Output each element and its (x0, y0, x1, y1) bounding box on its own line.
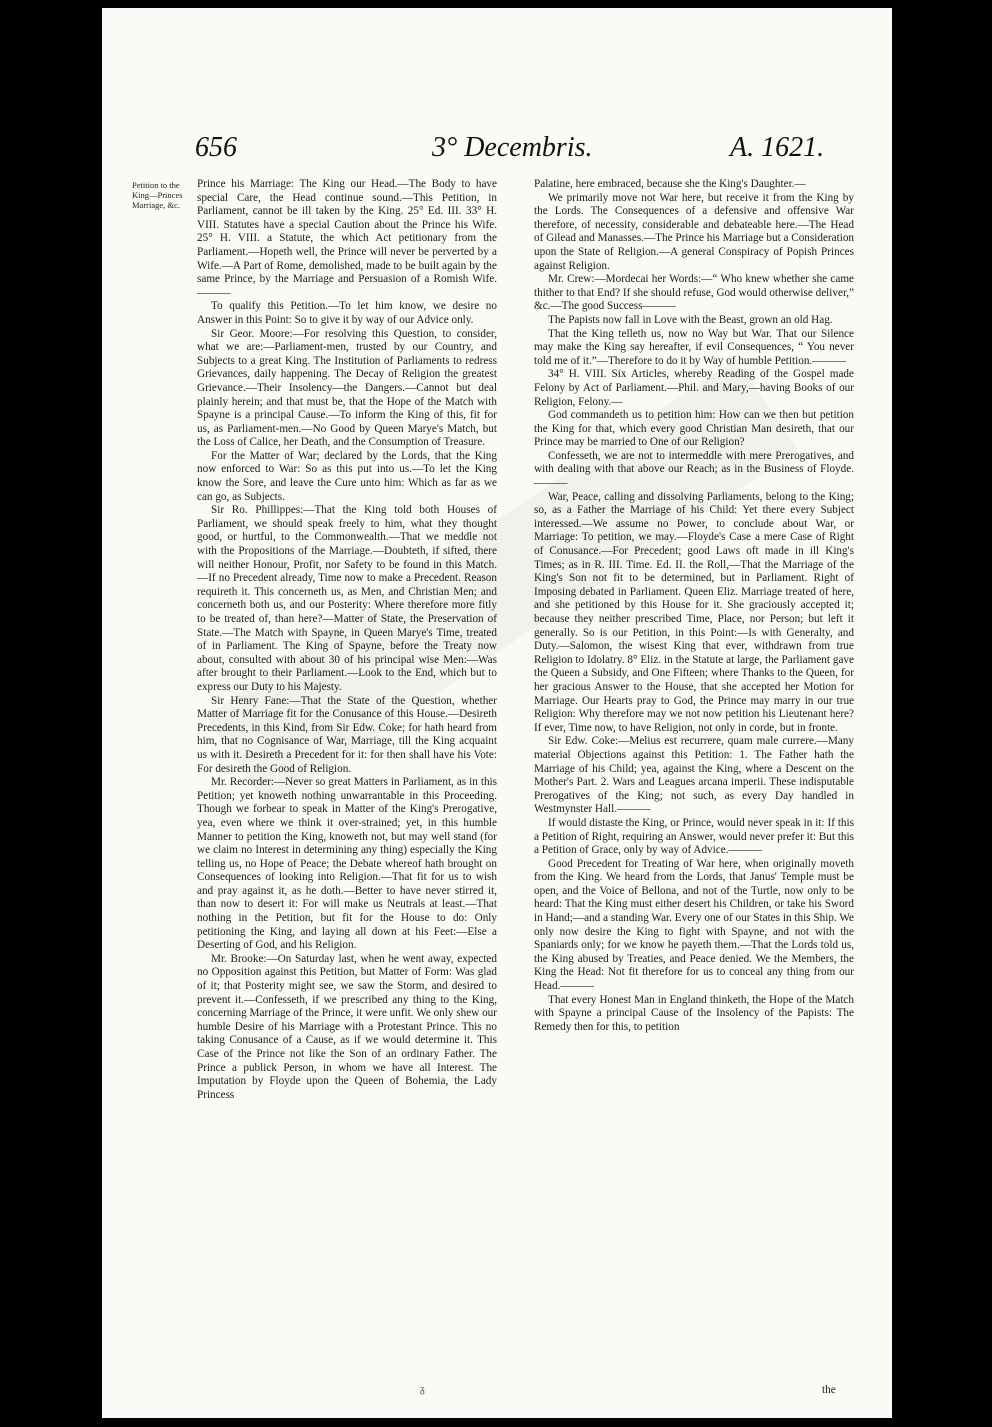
margin-note: Petition to the King—Princes Marriage, &c. (132, 180, 183, 210)
paragraph: Sir Edw. Coke:—Melius est recurrere, quam male currere.—Many material Objections against this Petition: 1. The Father hath the Marriage of his Child; yea, against the King, where a Descent on the Mother's Part. 2. Wars and Leagues arcana imperii. These indisputable Prerogatives of the King; not such, as every Day handled in Westmynster Hall.——— (534, 735, 854, 816)
running-head-year: A. 1621. (730, 132, 825, 163)
paragraph: Sir Geor. Moore:—For resolving this Question, to consider, what we are:—Parliament-men, trusted by our Country, and Subjects to a great King. The Institution of Parliaments to redress Grievances, daily happening. The Decay of Religion the greatest Grievance.—Their Insolency—the Dangers.—Cannot but deal plainly herein; and that must be, that the Hope of the Match with Spayne is a principal Cause.—To inform the King of this, fit for us, as Parliament-men.—No Good by Queen Marye's Match, but the Loss of Calice, her Death, and the Consumption of Treasure. (197, 327, 497, 449)
paragraph: War, Peace, calling and dissolving Parliaments, belong to the King; so, as a Father the Marriage of his Child: Yet there every Subject interessed.—We assume no Power, to conclude about War, or Marriage: To petition, we may.—Floyde's Case a mere Case of Right of Conusance.—For Precedent; good Laws oft made in ill King's Times; as in R. III. Time. Ed. II. the Roll,—That the Marriage of the King's Son not fit to be determined, but in Parliament. Right of Imposing debated in Parliament. Queen Eliz. Marriage treated of here, and she petitioned by this House for it. She graciously accepted it; because they neither prescribed Time, Place, nor Person; but left it generally. So is our Petition, in this Point:—Is with Generalty, and Duty.—Salomon, the wisest King that ever, withdrawn from true Religion to Idolatry. 8° Eliz. in the Statute at large, the Parliament gave the Queen a Subsidy, and One Fifteen; where Thanks to the Queen, for her gracious Answer to the House, that she accepted her Motion for Marriage. Our Hearts pray to God, the Prince may marry in our true Religion: Why therefore may we not now petition his Lieutenant here? If ever, Time now, to have Religion, not only in corde, but in fronte. (534, 490, 854, 734)
right-column (534, 178, 854, 1034)
page-header (102, 128, 892, 178)
paragraph: Mr. Recorder:—Never so great Matters in Parliament, as in this Petition; yet knoweth nothing unwarrantable in this Proceeding. Though we forbear to speak in Matter of the King's Prerogative, yea, even where we think it over-strained; yet, in this humble Manner to petition the King, knoweth not, but may well stand (for we claim no Interest in determining any thing) especially the King telling us, no Hope of Peace; the Debate whereof hath brought on Consequences of looking into Religion.—That fit for us to wish and pray against it, as he doth.—Better to have never stirred it, than now to desert it: For will make us Neutrals at least.—That nothing in the Petition, but fit for the House to do: Only petitioning the King, and laying all down at his Feet:—Else a Deserting of God, and his Religion. (197, 776, 497, 952)
page-number: 656 (195, 132, 237, 163)
paragraph: Prince his Marriage: The King our Head.—The Body to have special Care, the Head continue sound.—This Petition, in Parliament, cannot be ill taken by the King. 25° Ed. III. 33° H. VIII. Statutes have a special Caution about the Prince his Wife. 25° H. VIII. a Statute, the which Act petitionary from the Parliament.—Hopeth well, the Prince will never be perverted by a Wife.—A Part of Rome, demolished, made to be built again by the same Prince, by the Marriage and Persuasion of a Romish Wife.——— (197, 178, 497, 299)
signature-mark: ᵹ (420, 1384, 425, 1395)
paragraph: To qualify this Petition.—To let him know, we desire no Answer in this Point: So to give it by way of our Advice only. (197, 300, 497, 326)
catchword: the (822, 1384, 836, 1396)
paragraph: Mr. Crew:—Mordecai her Words:—“ Who knew whether she came thither to that End? If she should refuse, God would otherwise deliver,” &c.—The good Success——— (534, 273, 854, 313)
paragraph: If would distaste the King, or Prince, would never speak in it: If this a Petition of Right, requiring an Answer, would never prefer it: But this a Petition of Grace, only by way of Advice.——— (534, 816, 854, 857)
paragraph: That the King telleth us, now no Way but War. That our Silence may make the King say hereafter, if evil Consequences, “ You never told me of it.”—Therefore to do it by Way of humble Petition.——— (534, 327, 854, 367)
paragraph: We primarily move not War here, but receive it from the King by the Lords. The Consequences of a defensive and offensive War therefore, of necessity, considerable and debateable here.—The Head of Gilead and Manasses.—The Prince his Marriage but a Consideration upon the State of Religion.—A general Conspiracy of Popish Princes against Religion. (534, 191, 855, 272)
document-page (102, 8, 892, 1418)
paragraph: Sir Ro. Phillippes:—That the King told both Houses of Parliament, we should speak freely to him, what they thought good, or hurtful, to the Commonwealth.—That we meddle not with the Propositions of the Marriage.—Doubteth, if sifted, there will neither Honour, Profit, nor Safety to be found in this Match.—If no Precedent already, Time now to make a Precedent. Reason requireth it. This concerneth us, as Men, and Christian Men; and concerneth both us, and our Posterity: Where therefore more fitly to be treated of, than here?—Matter of State, the Preservation of State.—The Match with Spayne, in Queen Marye's Time, treated of in Parliament. The King of Spayne, before the Treaty now about, consulted with about 30 of his principal wise Men:—Was after brought to their Parliament.—Look to the End, which but to express our Duty to his Majesty. (197, 504, 497, 693)
paragraph: Mr. Brooke:—On Saturday last, when he went away, expected no Opposition against this Petition, but Matter of Form: Was glad of it; that Posterity might see, we saw the Storm, and desired to prevent it.—Confesseth, if we prescribed any thing to the King, concerning Marriage of the Prince, it were unfit. We only shew our humble Desire of his Marriage with a Protestant Prince. This no taking Conusance of a Cause, as if we would determine it. This Case of the Prince not like the Son of an ordinary Father. The Prince a publick Person, in whom we have all Interest. The Imputation by Floyde upon the Queen of Bohemia, the Lady Princess (197, 952, 497, 1101)
paragraph: God commandeth us to petition him: How can we then but petition the King for that, which every good Christian Man desireth, that our Prince may be married to One of our Religion? (534, 409, 854, 449)
paragraph: 34° H. VIII. Six Articles, whereby Reading of the Gospel made Felony by Act of Parliament.—Phil. and Mary,—having Books of our Religion, Felony.— (534, 368, 854, 408)
paragraph: The Papists now fall in Love with the Beast, grown an old Hag. (548, 313, 833, 326)
paragraph: Confesseth, we are not to intermeddle with mere Prerogatives, and with dealing with that above our Reach; as in the Business of Floyde.——— (534, 449, 854, 490)
paragraph: That every Honest Man in England thinketh, the Hope of the Match with Spayne a principal Cause of the Insolency of the Papists: The Remedy then for this, to petition (534, 993, 854, 1033)
left-column (197, 178, 497, 1102)
paragraph: For the Matter of War; declared by the Lords, that the King now enforced to War: So as this put into us.—To let the King know the Sore, and leave the Cure unto him: Which as far as we can go, as Subjects. (197, 449, 497, 503)
paragraph: Good Precedent for Treating of War here, when originally moveth from the King. We heard from the Lords, that Janus' Temple must be open, and the Voice of Bellona, and not of the Turtle, now only to be heard: That the King must either desert his Children, or take his Sword in Hand;—and a standing War. Every one of our States in this Ship. We only now desire the King to fight with Spayne, and not with the Spaniards only; for we know he payeth them.—That the Lords told us, the King abused by Treaties, and Peace denied. We the Members, the King the Head: Not fit therefore for us to conceal any thing from our Head.——— (534, 857, 854, 993)
running-head-date: 3° Decembris. (432, 132, 593, 163)
paragraph: Sir Henry Fane:—That the State of the Question, whether Matter of Marriage fit for the Conusance of this House.—Desireth Precedents, in this Kind, from Sir Edw. Coke; for hath heard from him, that no Cognisance of War, Marriage, till the King acquaint us with it. Desireth a Precedent for it: for then shall have his Vote: For desireth the Good of Religion. (197, 694, 497, 775)
paragraph: Palatine, here embraced, because she the King's Daughter.— (534, 178, 806, 190)
